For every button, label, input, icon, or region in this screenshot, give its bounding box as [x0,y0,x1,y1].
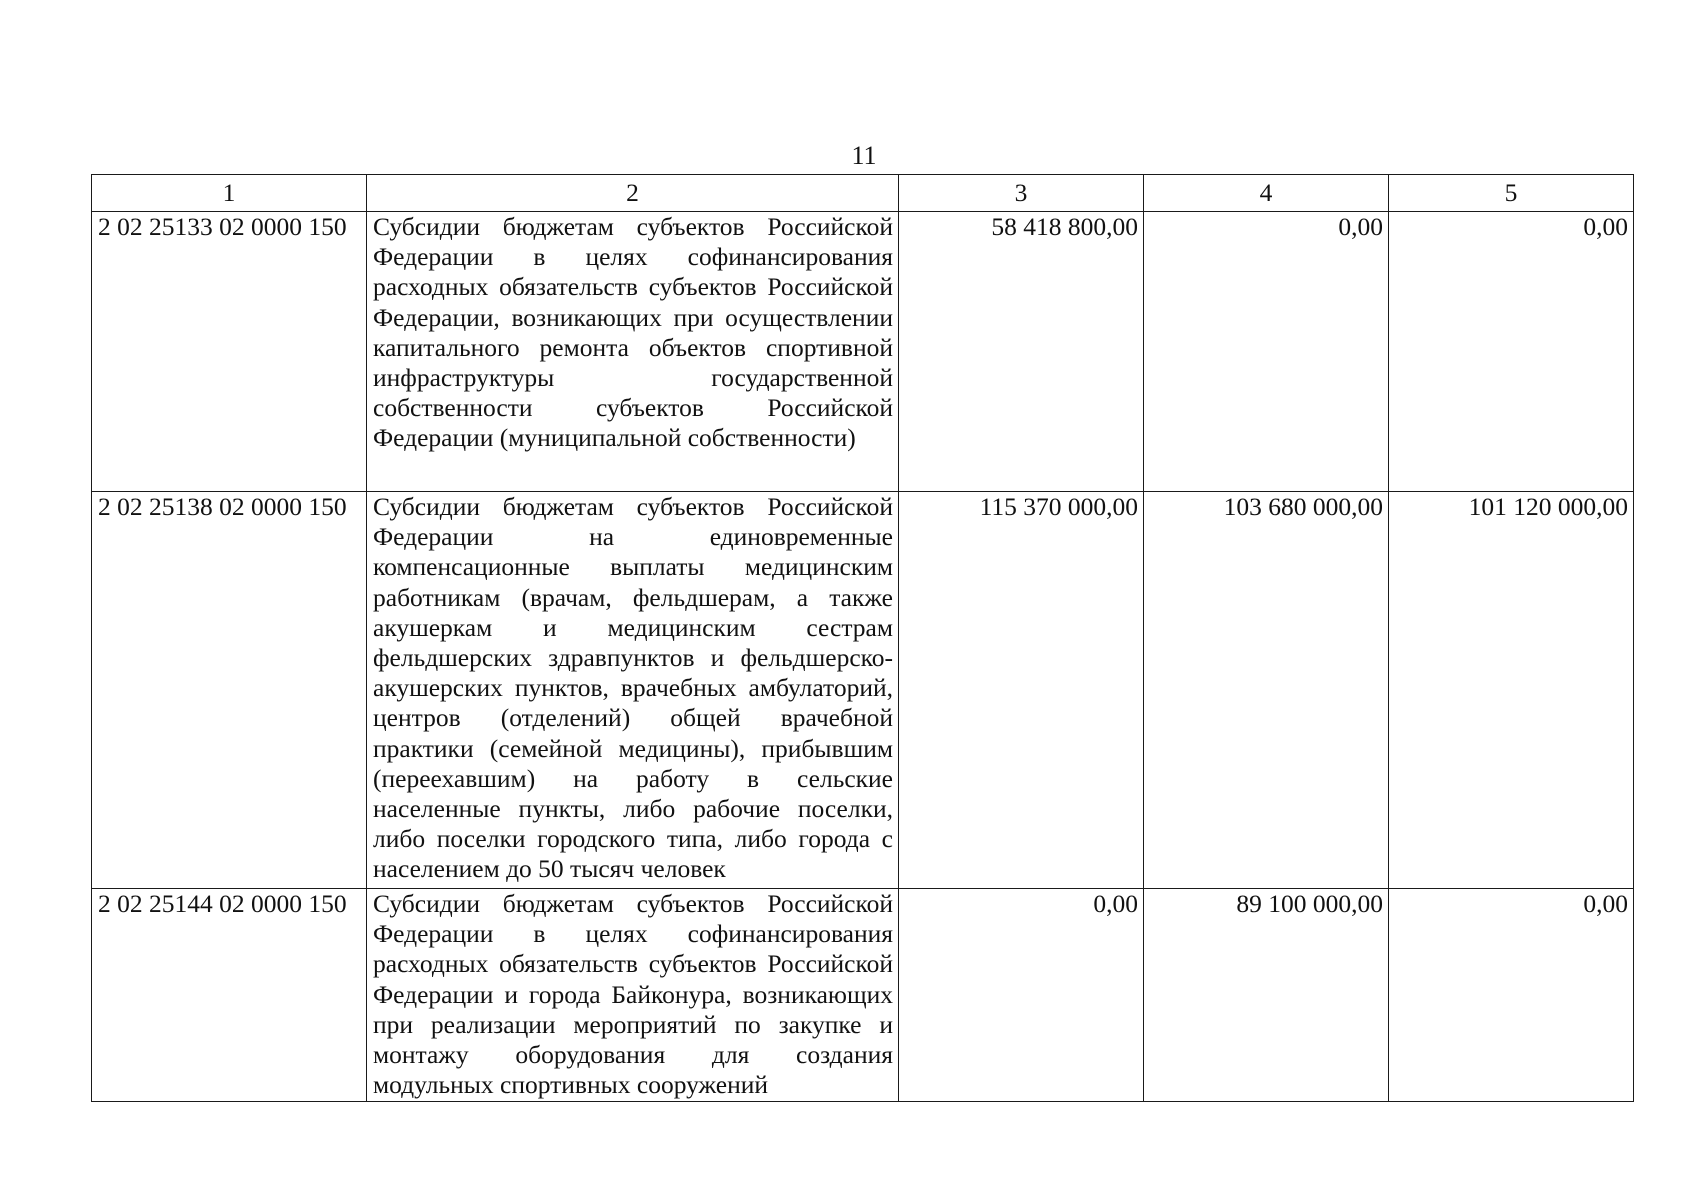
row-description: Субсидии бюджетам субъектов Российской Федерации в целях софинансирования расходных обязательств субъектов Российской Федерации, возникающих при осуществлении капитального ремонта объектов спортивной инфраструктуры государственной собственности субъектов Российской Федерации (муниципальной собственности) [367,212,899,492]
row-value-col3: 58 418 800,00 [899,212,1144,492]
header-cell-2: 2 [367,175,899,212]
row-code: 2 02 25133 02 0000 150 [92,212,367,492]
header-cell-3: 3 [899,175,1144,212]
budget-table [91,174,1634,1102]
row-value-col4: 103 680 000,00 [1144,492,1389,889]
header-row [92,175,1634,212]
row-description: Субсидии бюджетам субъектов Российской Федерации в целях софинансирования расходных обязательств субъектов Российской Федерации и города Байконура, возникающих при реализации мероприятий по закупке и монтажу оборудования для создания модульных спортивных сооружений [367,889,899,1102]
header-cell-4: 4 [1144,175,1389,212]
header-cell-1: 1 [92,175,367,212]
table-row [92,492,1634,889]
row-value-col3: 115 370 000,00 [899,492,1144,889]
row-code: 2 02 25144 02 0000 150 [92,889,367,1102]
row-value-col3: 0,00 [899,889,1144,1102]
header-cell-5: 5 [1389,175,1634,212]
table-row [92,889,1634,1102]
row-description: Субсидии бюджетам субъектов Российской Федерации на единовременные компенсационные выплаты медицинским работникам (врачам, фельдшерам, а также акушеркам и медицинским сестрам фельдшерских здравпунктов и фельдшерско-акушерских пунктов, врачебных амбулаторий, центров (отделений) общей врачебной практики (семейной медицины), прибывшим (переехавшим) на работу в сельские населенные пункты, либо рабочие поселки, либо поселки городского типа, либо города с населением до 50 тысяч человек [367,492,899,889]
row-code: 2 02 25138 02 0000 150 [92,492,367,889]
row-value-col5: 0,00 [1389,212,1634,492]
page-number: 11 [851,141,877,170]
row-value-col5: 0,00 [1389,889,1634,1102]
row-value-col4: 89 100 000,00 [1144,889,1389,1102]
row-value-col4: 0,00 [1144,212,1389,492]
row-value-col5: 101 120 000,00 [1389,492,1634,889]
table-row [92,212,1634,492]
